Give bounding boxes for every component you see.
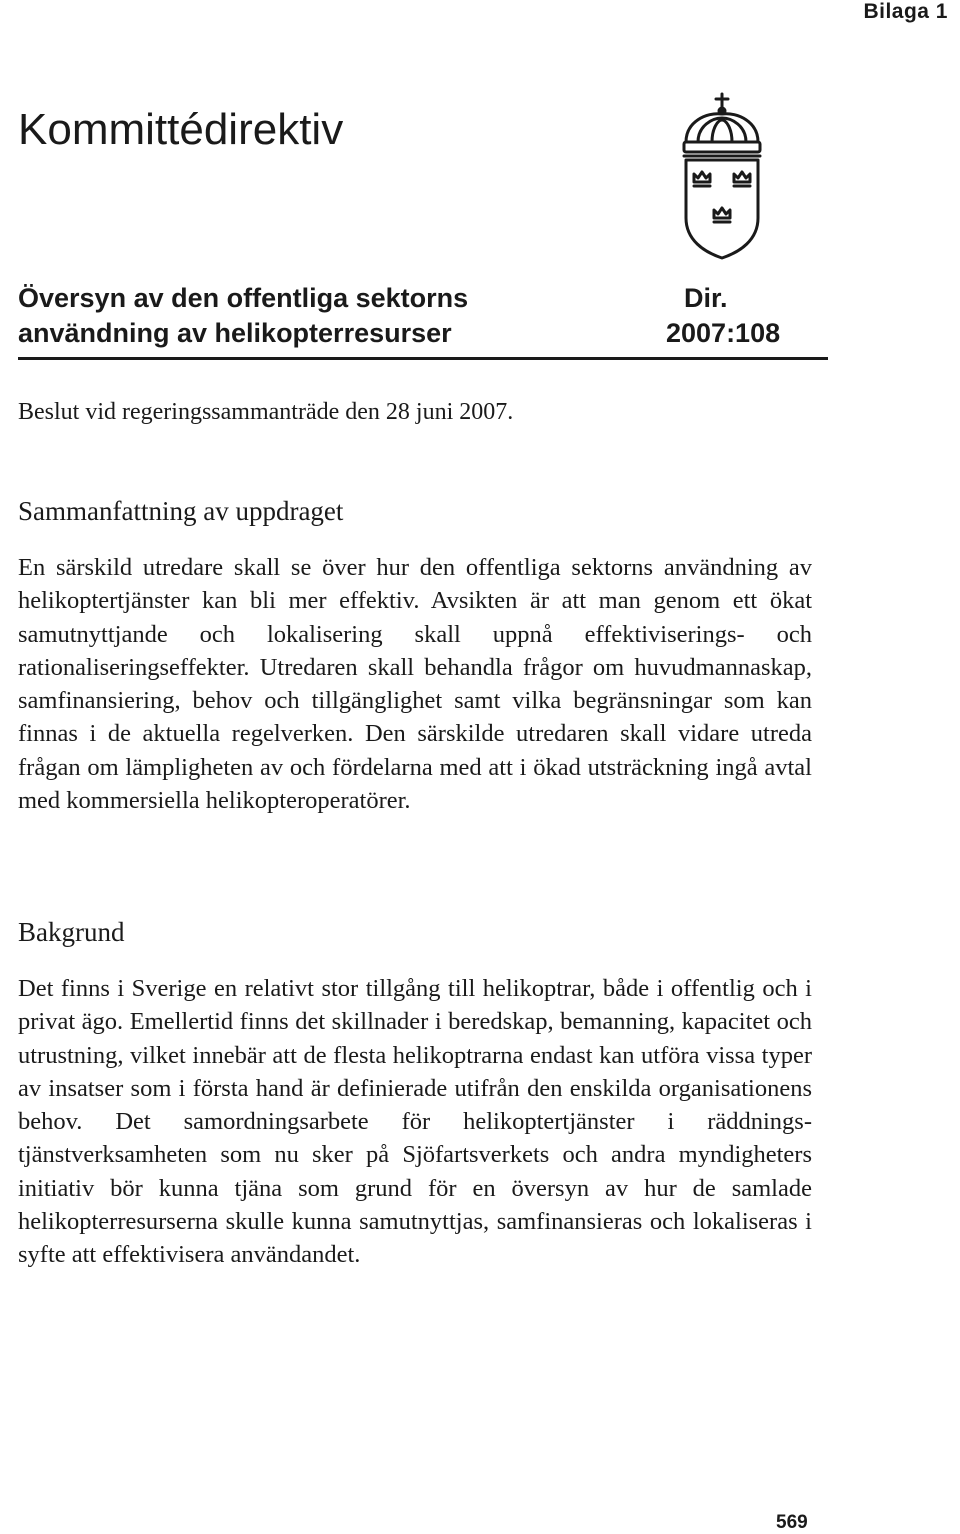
directive-label: Dir. [684,283,728,313]
directive-number-block [666,281,780,351]
directive-number: 2007:108 [666,318,781,348]
decision-line: Beslut vid regeringssammanträde den 28 juni 2007. [18,399,514,425]
subject-title: Översyn av den offentliga sektorns användning av helikopterresurser [18,283,469,348]
section-heading-summary: Sammanfattning av uppdraget [18,496,344,526]
section-heading-background: Bakgrund [18,917,125,947]
section-body-background: Det finns i Sverige en relativt stor tillgång till helikoptrar, både i offentlig och i privat ägo. Emellertid finns det skillnader i beredskap, bemanning, kapacitet och utrustning, vilket innebär att de flesta helikoptrarna endast kan utföra vissa typer av insatser som i första hand är definierade utifrån den enskilda organisationens behov. Det samordningsarbete för helikoptertjänster i räddningstjänstverksamheten som nu sker på Sjöfartsverkets och andra myndigheters initiativ bör kunna tjäna som grund för en översyn av hur de samlade helikopterresurserna skulle kunna samutnyttjas, samfinansieras och lokaliseras i syfte att effektivisera användandet. [18,975,812,1269]
document-type-title: Kommittédirektiv [18,105,344,154]
page-number: 569 [776,1512,808,1533]
section-body-summary: En särskild utredare skall se över hur den offentliga sektorns användning av helikoptertjänster kan bli mer effektiv. Avsikten är att man genom ett ökat samutnyttjande och lokalisering skall uppnå effektiviserings- och rationaliseringseffekter. Utredaren skall behandla frågor om huvudmannaskap, samfinansiering, behov och tillgänglighet samt vilka begränsningar som kan finnas i de aktuella regelverken. Den särskilde utredaren skall vidare utreda frågan om lämpligheten av och fördelarna med att i ökad utsträckning ingå avtal med kommersiella helikopteroperatörer. [18,554,812,815]
appendix-label: Bilaga 1 [863,0,948,23]
title-block [18,281,828,360]
swedish-coat-of-arms-icon [672,90,772,262]
